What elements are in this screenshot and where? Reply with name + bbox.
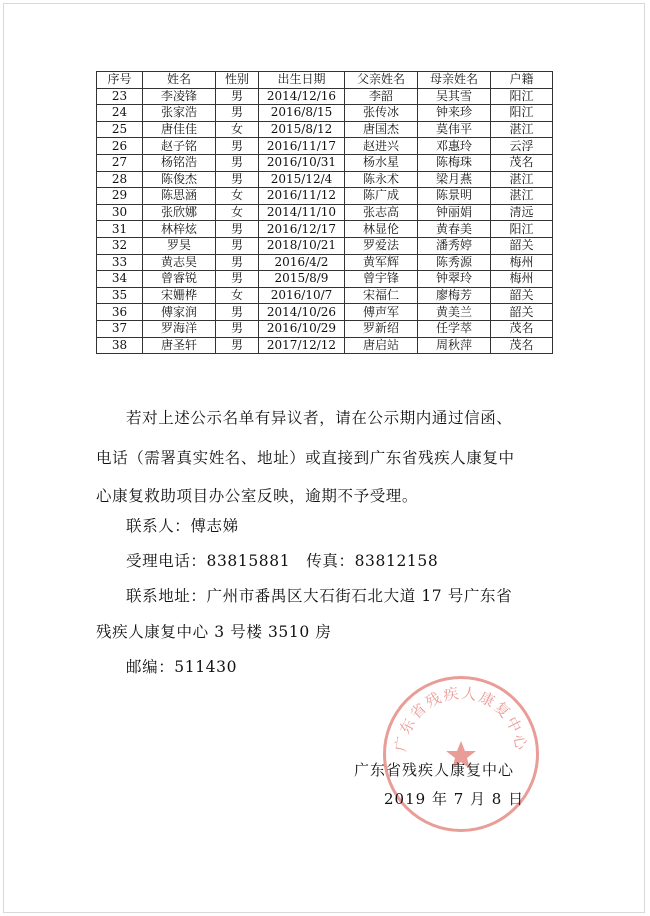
- postcode: 邮编：511430: [126, 658, 238, 676]
- cell-index: 29: [97, 188, 143, 205]
- phone-fax: 受理电话：83815881 传真：83812158: [126, 552, 439, 570]
- table-row: [97, 105, 553, 122]
- cell-name: 陈俊杰: [143, 171, 216, 188]
- cell-name: 宋姗桦: [143, 287, 216, 304]
- cell-gender: 女: [216, 204, 259, 221]
- cell-mother: 钟丽娟: [418, 204, 491, 221]
- cell-residence: 阳江: [491, 221, 553, 238]
- address-line-1: 联系地址：广州市番禺区大石街石北大道 17 号广东省: [126, 587, 513, 605]
- table-row: [97, 138, 553, 155]
- cell-mother: 邓惠玲: [418, 138, 491, 155]
- table-row: [97, 254, 553, 271]
- cell-residence: 阳江: [491, 88, 553, 105]
- cell-mother: 陈梅珠: [418, 154, 491, 171]
- table-row: [97, 154, 553, 171]
- cell-mother: 钟翠玲: [418, 271, 491, 288]
- cell-index: 36: [97, 304, 143, 321]
- table-row: [97, 188, 553, 205]
- cell-index: 32: [97, 237, 143, 254]
- cell-residence: 梅州: [491, 271, 553, 288]
- cell-mother: 黄美兰: [418, 304, 491, 321]
- cell-residence: 茂名: [491, 337, 553, 354]
- cell-mother: 梁月燕: [418, 171, 491, 188]
- cell-mother: 潘秀婷: [418, 237, 491, 254]
- cell-birthdate: 2015/12/4: [259, 171, 345, 188]
- cell-index: 31: [97, 221, 143, 238]
- cell-birthdate: 2016/10/31: [259, 154, 345, 171]
- notice-line-3: 心康复救助项目办公室反映，逾期不予受理。: [96, 487, 419, 505]
- cell-birthdate: 2016/10/7: [259, 287, 345, 304]
- cell-gender: 男: [216, 138, 259, 155]
- header-father: 父亲姓名: [345, 72, 418, 89]
- cell-name: 赵子铭: [143, 138, 216, 155]
- address-line-2: 残疾人康复中心 3 号楼 3510 房: [96, 623, 332, 641]
- cell-mother: 吴其雪: [418, 88, 491, 105]
- cell-name: 罗海洋: [143, 320, 216, 337]
- header-residence: 户籍: [491, 72, 553, 89]
- cell-index: 37: [97, 320, 143, 337]
- cell-gender: 男: [216, 237, 259, 254]
- cell-residence: 韶关: [491, 304, 553, 321]
- table-row: [97, 337, 553, 354]
- cell-birthdate: 2016/4/2: [259, 254, 345, 271]
- cell-index: 28: [97, 171, 143, 188]
- cell-father: 唐国杰: [345, 121, 418, 138]
- cell-gender: 男: [216, 254, 259, 271]
- cell-name: 张家浩: [143, 105, 216, 122]
- cell-name: 李凌锋: [143, 88, 216, 105]
- cell-birthdate: 2016/12/17: [259, 221, 345, 238]
- cell-name: 杨铭浩: [143, 154, 216, 171]
- cell-index: 24: [97, 105, 143, 122]
- cell-father: 宋福仁: [345, 287, 418, 304]
- header-gender: 性别: [216, 72, 259, 89]
- cell-mother: 钟来珍: [418, 105, 491, 122]
- table-row: [97, 221, 553, 238]
- cell-father: 曾宇锋: [345, 271, 418, 288]
- cell-index: 23: [97, 88, 143, 105]
- cell-residence: 茂名: [491, 154, 553, 171]
- cell-mother: 陈景明: [418, 188, 491, 205]
- cell-gender: 男: [216, 171, 259, 188]
- signature-organization: 广东省残疾人康复中心: [354, 761, 515, 779]
- cell-residence: 韶关: [491, 287, 553, 304]
- contact-person: 联系人：傅志娣: [126, 517, 239, 535]
- cell-name: 曾睿锐: [143, 271, 216, 288]
- cell-father: 黄军辉: [345, 254, 418, 271]
- cell-gender: 男: [216, 154, 259, 171]
- table-row: [97, 304, 553, 321]
- cell-index: 30: [97, 204, 143, 221]
- cell-residence: 湛江: [491, 121, 553, 138]
- cell-father: 张志高: [345, 204, 418, 221]
- cell-index: 25: [97, 121, 143, 138]
- cell-index: 38: [97, 337, 143, 354]
- cell-birthdate: 2016/11/12: [259, 188, 345, 205]
- header-mother: 母亲姓名: [418, 72, 491, 89]
- cell-name: 傅家润: [143, 304, 216, 321]
- cell-name: 唐佳佳: [143, 121, 216, 138]
- signature-date: 2019 年 7 月 8 日: [384, 790, 525, 808]
- seal-text: 广东省残疾人康复中心: [391, 683, 531, 753]
- cell-gender: 男: [216, 221, 259, 238]
- cell-gender: 男: [216, 105, 259, 122]
- cell-birthdate: 2018/10/21: [259, 237, 345, 254]
- cell-index: 26: [97, 138, 143, 155]
- notice-line-1: 若对上述公示名单有异议者，请在公示期内通过信函、: [126, 409, 513, 427]
- roster-table: [96, 71, 553, 354]
- cell-birthdate: 2014/12/16: [259, 88, 345, 105]
- table-row: [97, 121, 553, 138]
- cell-birthdate: 2014/10/26: [259, 304, 345, 321]
- cell-index: 34: [97, 271, 143, 288]
- cell-mother: 廖梅芳: [418, 287, 491, 304]
- cell-father: 罗新绍: [345, 320, 418, 337]
- cell-index: 27: [97, 154, 143, 171]
- table-row: [97, 171, 553, 188]
- table-header-row: [97, 72, 553, 89]
- cell-birthdate: 2017/12/12: [259, 337, 345, 354]
- cell-residence: 清远: [491, 204, 553, 221]
- cell-gender: 女: [216, 188, 259, 205]
- cell-birthdate: 2016/11/17: [259, 138, 345, 155]
- cell-gender: 男: [216, 304, 259, 321]
- cell-gender: 女: [216, 287, 259, 304]
- cell-name: 陈思涵: [143, 188, 216, 205]
- table-row: [97, 237, 553, 254]
- cell-residence: 阳江: [491, 105, 553, 122]
- table-row: [97, 88, 553, 105]
- cell-gender: 男: [216, 88, 259, 105]
- table-row: [97, 271, 553, 288]
- cell-father: 杨水星: [345, 154, 418, 171]
- table-row: [97, 320, 553, 337]
- notice-line-2: 电话（需署真实姓名、地址）或直接到广东省残疾人康复中: [96, 449, 515, 467]
- cell-father: 傅声军: [345, 304, 418, 321]
- cell-index: 33: [97, 254, 143, 271]
- cell-mother: 任学萃: [418, 320, 491, 337]
- cell-residence: 茂名: [491, 320, 553, 337]
- cell-birthdate: 2016/10/29: [259, 320, 345, 337]
- cell-name: 黄志昊: [143, 254, 216, 271]
- cell-father: 陈广成: [345, 188, 418, 205]
- cell-birthdate: 2015/8/12: [259, 121, 345, 138]
- cell-residence: 湛江: [491, 171, 553, 188]
- cell-gender: 男: [216, 320, 259, 337]
- cell-birthdate: 2014/11/10: [259, 204, 345, 221]
- cell-father: 陈永术: [345, 171, 418, 188]
- cell-mother: 黄春美: [418, 221, 491, 238]
- table-row: [97, 204, 553, 221]
- cell-father: 林显伦: [345, 221, 418, 238]
- cell-father: 张传冰: [345, 105, 418, 122]
- cell-name: 罗昊: [143, 237, 216, 254]
- cell-mother: 莫伟平: [418, 121, 491, 138]
- cell-father: 赵进兴: [345, 138, 418, 155]
- cell-residence: 梅州: [491, 254, 553, 271]
- table-row: [97, 287, 553, 304]
- cell-residence: 云浮: [491, 138, 553, 155]
- cell-birthdate: 2015/8/9: [259, 271, 345, 288]
- cell-name: 张欣娜: [143, 204, 216, 221]
- cell-mother: 陈秀源: [418, 254, 491, 271]
- cell-name: 林梓炫: [143, 221, 216, 238]
- header-birthdate: 出生日期: [259, 72, 345, 89]
- header-name: 姓名: [143, 72, 216, 89]
- cell-index: 35: [97, 287, 143, 304]
- cell-father: 唐启站: [345, 337, 418, 354]
- cell-mother: 周秋萍: [418, 337, 491, 354]
- cell-residence: 湛江: [491, 188, 553, 205]
- cell-residence: 韶关: [491, 237, 553, 254]
- cell-gender: 男: [216, 271, 259, 288]
- header-index: 序号: [97, 72, 143, 89]
- cell-gender: 男: [216, 337, 259, 354]
- cell-father: 罗爱法: [345, 237, 418, 254]
- cell-birthdate: 2016/8/15: [259, 105, 345, 122]
- cell-father: 李韶: [345, 88, 418, 105]
- cell-gender: 女: [216, 121, 259, 138]
- cell-name: 唐圣轩: [143, 337, 216, 354]
